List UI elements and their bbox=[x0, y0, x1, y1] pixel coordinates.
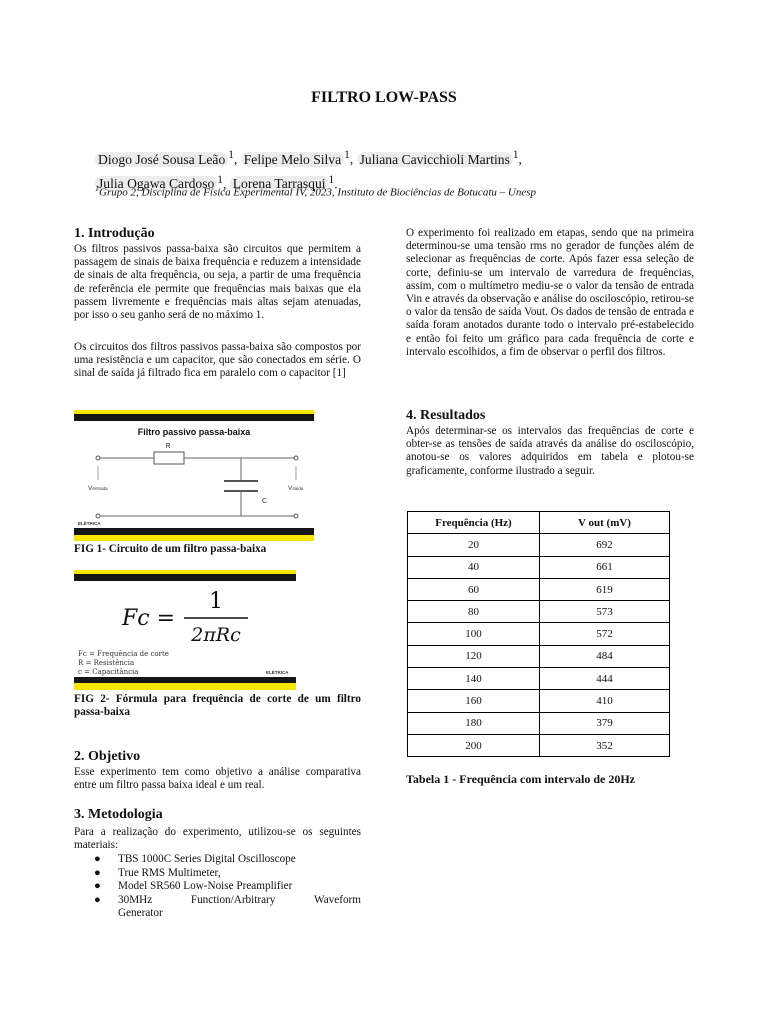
author-name: Felipe Melo Silva bbox=[241, 152, 344, 167]
vout-cell: 410 bbox=[540, 690, 670, 712]
method-heading: 3. Metodologia bbox=[74, 807, 163, 822]
formula-denominator: 2πRc bbox=[191, 624, 241, 646]
vout-cell: 573 bbox=[540, 601, 670, 623]
formula-numerator: 1 bbox=[209, 589, 223, 614]
frequency-cell: 140 bbox=[408, 668, 540, 690]
results-table bbox=[407, 511, 670, 757]
results-paragraph: Após determinar-se os intervalos das frequências de corte e obter-se as tensões de saída através da análise do osciloscópio, anotou-se os valores adquiridos em tabela e plotou-se graficamente, conforme ilustrado a seguir. bbox=[406, 425, 694, 477]
intro-paragraph-2: Os circuitos dos filtros passivos passa-baixa são compostos por uma resistência e um capacitor, que são conectados em série. O sinal de saída já filtrado fica em paralelo com o capacitor [1] bbox=[74, 341, 361, 380]
fig1-circuit-image bbox=[74, 410, 314, 541]
frequency-cell: 20 bbox=[408, 534, 540, 556]
author-name: Julia Ogawa Cardoso bbox=[95, 176, 217, 191]
fig1-caption: FIG 1- Circuito de um filtro passa-baixa bbox=[74, 543, 267, 555]
author-affiliation-mark: 1 bbox=[512, 149, 519, 161]
table-row bbox=[408, 712, 670, 734]
objective-paragraph: Esse experimento tem como objetivo a análise comparativa entre um filtro passa baixa ideal e um real. bbox=[74, 766, 361, 792]
vout-cell: 444 bbox=[540, 668, 670, 690]
frequency-cell: 160 bbox=[408, 690, 540, 712]
author-name: Juliana Cavicchioli Martins bbox=[357, 152, 513, 167]
vout-cell: 572 bbox=[540, 623, 670, 645]
vout-cell: 352 bbox=[540, 734, 670, 756]
frequency-cell: 200 bbox=[408, 734, 540, 756]
legend-line: Fc = Frequência de corte bbox=[78, 650, 169, 658]
frequency-cell: 40 bbox=[408, 556, 540, 578]
author-affiliation-mark: 1 bbox=[228, 149, 234, 161]
formula-lhs: Fc = bbox=[122, 606, 176, 631]
frequency-cell: 60 bbox=[408, 578, 540, 600]
logo-text: ELÉTRICA bbox=[266, 670, 289, 675]
author-affiliation-mark: 1 bbox=[328, 173, 335, 186]
results-heading: 4. Resultados bbox=[406, 408, 486, 423]
frequency-cell: 180 bbox=[408, 712, 540, 734]
resistor-symbol bbox=[154, 452, 184, 464]
list-item: ● TBS 1000C Series Digital Oscilloscope bbox=[94, 853, 296, 865]
method-intro: Para a realização do experimento, utilizou-se os seguintes materiais: bbox=[74, 826, 361, 852]
vout-cell: 661 bbox=[540, 556, 670, 578]
column-header: Frequência (Hz) bbox=[408, 512, 540, 534]
vout-label: Vsaída bbox=[288, 485, 304, 492]
vout-cell: 484 bbox=[540, 645, 670, 667]
fig1-title: Filtro passivo passa-baixa bbox=[137, 427, 251, 437]
table-row bbox=[408, 578, 670, 600]
column-header: V out (mV) bbox=[540, 512, 670, 534]
table-row bbox=[408, 556, 670, 578]
list-item: ● Model SR560 Low-Noise Preamplifier bbox=[94, 880, 293, 893]
intro-heading: 1. Introdução bbox=[74, 226, 155, 241]
legend-line: R = Resistência bbox=[78, 659, 135, 667]
table-row bbox=[408, 645, 670, 667]
table-row bbox=[408, 734, 670, 756]
author-affiliation-mark: 1 bbox=[217, 173, 223, 186]
vout-cell: 692 bbox=[540, 534, 670, 556]
materials-list bbox=[74, 853, 361, 921]
table-header-row bbox=[408, 512, 670, 534]
cutoff-formula bbox=[74, 570, 296, 690]
author-name: Lorena Tarrasqui bbox=[230, 176, 329, 191]
table-row bbox=[408, 601, 670, 623]
fig2-formula-image bbox=[74, 570, 296, 690]
table-caption: Tabela 1 - Frequência com intervalo de 20Hz bbox=[406, 772, 635, 786]
frequency-cell: 80 bbox=[408, 601, 540, 623]
intro-paragraph-1: Os filtros passivos passa-baixa são circuitos que permitem a passagem de sinais de baixa frequência e reduzem a intensidade de sinais de alta frequência, ou seja, a partir de uma frequência de referência ele permite que frequências mais baixas que ela passem livremente e frequências mais altas sejam atenuadas, por isso o seu ganho será de no máximo 1. bbox=[74, 243, 361, 322]
fig2-caption: FIG 2- Fórmula para frequência de corte de um filtro passa-baixa bbox=[74, 693, 361, 719]
frequency-cell: 100 bbox=[408, 623, 540, 645]
vin-label: Ventrada bbox=[88, 485, 108, 492]
objective-heading: 2. Objetivo bbox=[74, 749, 141, 764]
table-row bbox=[408, 668, 670, 690]
author-name: Diogo José Sousa Leão bbox=[95, 152, 228, 167]
method-continuation: O experimento foi realizado em etapas, sendo que na primeira determinou-se uma tensão rms no gerador de funções além de selecionar as frequências de corte. Após fazer essa seleção de corte, definiu-se um intervalo de varredura de frequências, assim, com o multímetro mediu-se o valor da tensão de entrada Vin e através da observação e análise do osciloscópio, retirou-se o valor da tensão de saída Vout. Os dados de tensão de entrada e saída foram anotados durante todo o intervalo pré-estabelecido e então foi feito um gráfico para cada frequência de corte e intervalo escolhidos, a fim de observar o perfil dos filtros. bbox=[406, 227, 694, 358]
logo-text: ELÉTRICA bbox=[78, 521, 101, 526]
rc-circuit-diagram bbox=[74, 410, 314, 541]
list-item: ● True RMS Multimeter, bbox=[94, 866, 221, 879]
resistor-label: R bbox=[165, 443, 171, 450]
author-affiliation-mark: 1 bbox=[344, 149, 350, 161]
legend-line: c = Capacitância bbox=[78, 668, 139, 676]
table-row bbox=[408, 623, 670, 645]
vout-cell: 379 bbox=[540, 712, 670, 734]
table-row bbox=[408, 690, 670, 712]
vout-cell: 619 bbox=[540, 578, 670, 600]
paper-title: FILTRO LOW-PASS bbox=[311, 89, 457, 106]
author-list: Diogo José Sousa Leão $^1$, Felipe Melo Silva $^1$, Juliana Cavicchioli Martins $^1$, Julia Ogawa Cardoso $^1$, Lorena Tarrasqui $^1$. bbox=[95, 145, 655, 194]
frequency-cell: 120 bbox=[408, 645, 540, 667]
capacitor-label: C bbox=[262, 498, 268, 505]
list-item: ● 30MHz Function/Arbitrary Waveform Generator bbox=[94, 893, 361, 920]
affiliation: $^1$Grupo 2, Disciplina de Física Experimental IV, 2023, Instituto de Biociências de Botucatu – Unesp bbox=[95, 184, 536, 199]
table-row bbox=[408, 534, 670, 556]
